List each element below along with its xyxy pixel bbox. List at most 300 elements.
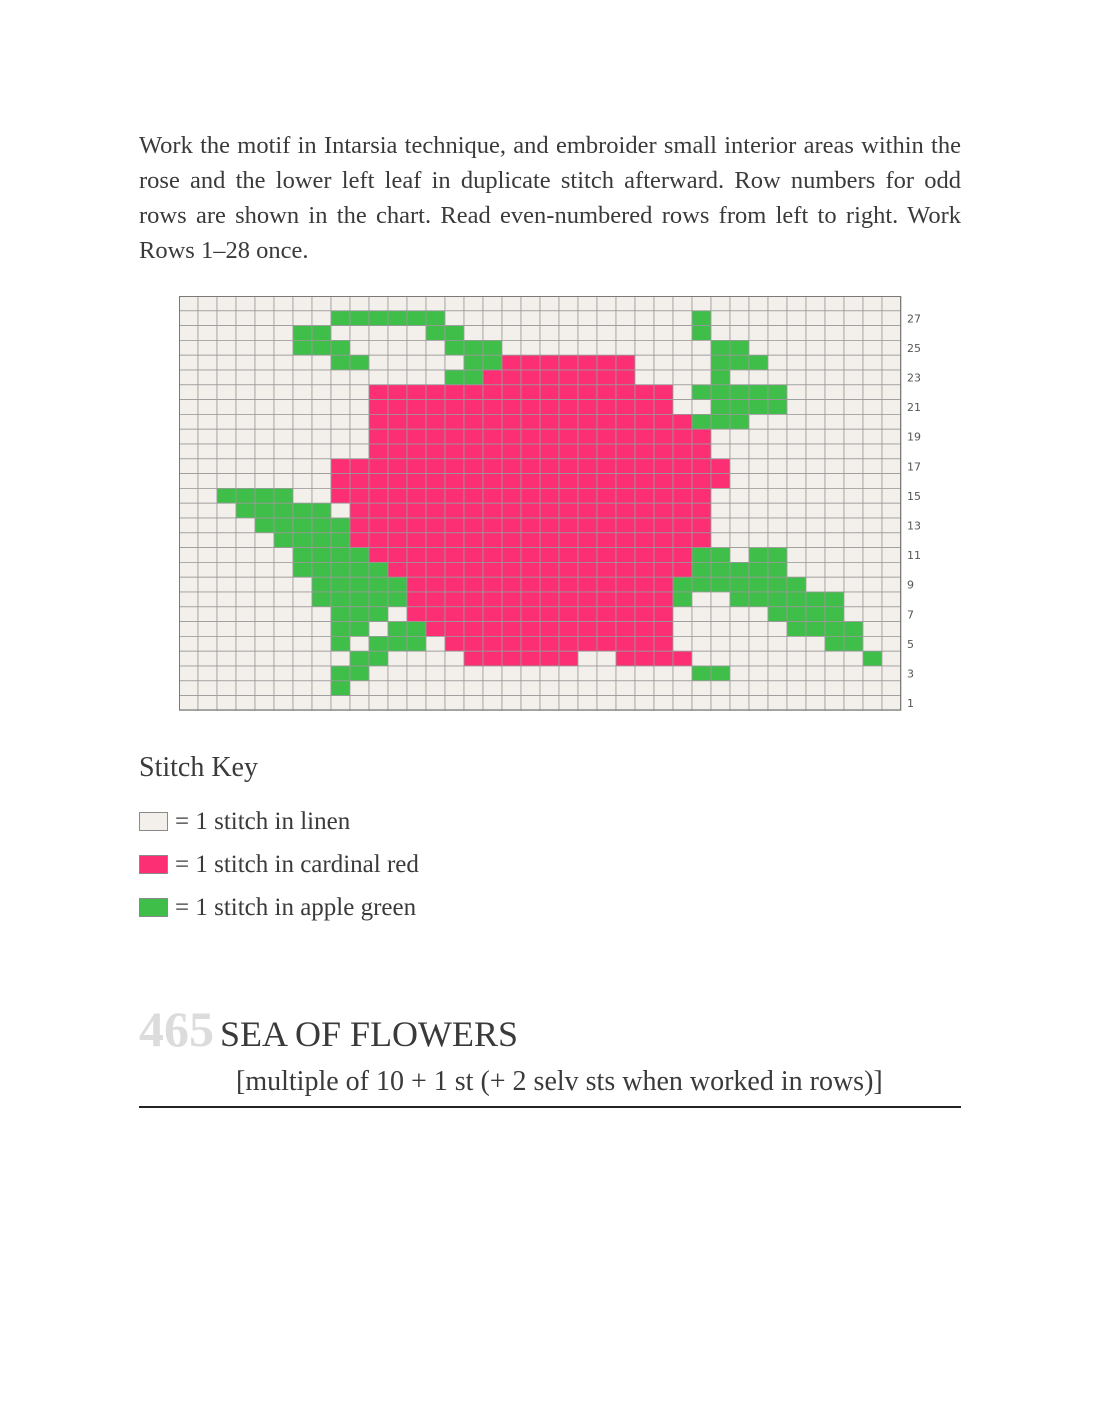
chart-cell-linen [217, 666, 236, 681]
chart-cell-red [502, 636, 521, 651]
chart-cell-red [521, 370, 540, 385]
chart-cell-linen [578, 311, 597, 326]
chart-cell-linen [825, 518, 844, 533]
chart-cell-red [540, 429, 559, 444]
chart-cell-linen [179, 385, 198, 400]
chart-cell-linen [502, 696, 521, 711]
chart-cell-linen [198, 636, 217, 651]
chart-cell-green [369, 592, 388, 607]
chart-cell-linen [179, 311, 198, 326]
chart-cell-red [559, 533, 578, 548]
chart-cell-red [559, 518, 578, 533]
chart-cell-red [483, 607, 502, 622]
chart-cell-linen [806, 296, 825, 311]
chart-cell-linen [825, 488, 844, 503]
chart-cell-red [445, 562, 464, 577]
chart-cell-linen [179, 681, 198, 696]
chart-cell-linen [521, 666, 540, 681]
chart-cell-linen [198, 562, 217, 577]
chart-cell-green [236, 503, 255, 518]
chart-cell-linen [236, 296, 255, 311]
chart-cell-linen [255, 533, 274, 548]
chart-cell-red [673, 414, 692, 429]
chart-cell-linen [882, 666, 901, 681]
chart-cell-linen [711, 533, 730, 548]
chart-cell-linen [768, 696, 787, 711]
chart-cell-linen [882, 326, 901, 341]
chart-cell-linen [730, 607, 749, 622]
chart-cell-linen [692, 651, 711, 666]
chart-cell-red [711, 474, 730, 489]
chart-cell-green [711, 385, 730, 400]
chart-cell-green [350, 592, 369, 607]
chart-cell-linen [806, 651, 825, 666]
chart-cell-linen [483, 311, 502, 326]
chart-cell-linen [407, 296, 426, 311]
chart-cell-linen [730, 488, 749, 503]
chart-cell-linen [882, 311, 901, 326]
chart-cell-linen [787, 474, 806, 489]
chart-cell-red [654, 503, 673, 518]
chart-cell-red [521, 400, 540, 415]
chart-cell-green [407, 311, 426, 326]
chart-svg [179, 296, 939, 712]
chart-cell-red [654, 488, 673, 503]
chart-cell-linen [654, 355, 673, 370]
chart-cell-linen [255, 414, 274, 429]
chart-cell-linen [217, 533, 236, 548]
chart-cell-linen [749, 503, 768, 518]
chart-cell-linen [787, 355, 806, 370]
chart-cell-linen [654, 296, 673, 311]
chart-cell-red [502, 548, 521, 563]
chart-cell-linen [217, 651, 236, 666]
chart-cell-green [730, 385, 749, 400]
chart-cell-linen [350, 370, 369, 385]
chart-cell-green [331, 340, 350, 355]
chart-cell-linen [730, 459, 749, 474]
chart-cell-linen [388, 696, 407, 711]
chart-cell-linen [787, 326, 806, 341]
chart-cell-red [388, 400, 407, 415]
chart-cell-linen [426, 681, 445, 696]
chart-cell-linen [198, 518, 217, 533]
chart-cell-linen [236, 696, 255, 711]
chart-cell-green [312, 562, 331, 577]
chart-cell-linen [806, 444, 825, 459]
chart-cell-red [521, 607, 540, 622]
chart-cell-linen [217, 592, 236, 607]
chart-cell-linen [768, 370, 787, 385]
chart-cell-linen [863, 385, 882, 400]
chart-cell-linen [863, 355, 882, 370]
chart-cell-green [331, 622, 350, 637]
chart-cell-red [559, 444, 578, 459]
chart-cell-linen [882, 296, 901, 311]
chart-cell-red [559, 429, 578, 444]
chart-cell-red [597, 414, 616, 429]
chart-cell-red [350, 459, 369, 474]
chart-cell-red [540, 370, 559, 385]
chart-cell-linen [521, 696, 540, 711]
chart-cell-linen [483, 681, 502, 696]
chart-cell-linen [255, 429, 274, 444]
chart-cell-red [654, 474, 673, 489]
chart-cell-linen [236, 370, 255, 385]
chart-cell-linen [293, 607, 312, 622]
chart-cell-linen [863, 296, 882, 311]
chart-cell-red [635, 651, 654, 666]
chart-cell-red [483, 562, 502, 577]
chart-cell-red [483, 651, 502, 666]
chart-cell-linen [635, 311, 654, 326]
chart-cell-linen [749, 296, 768, 311]
chart-cell-green [825, 592, 844, 607]
chart-cell-green [711, 340, 730, 355]
chart-cell-linen [730, 429, 749, 444]
chart-cell-linen [692, 400, 711, 415]
chart-cell-green [331, 533, 350, 548]
chart-cell-linen [806, 518, 825, 533]
chart-cell-green [692, 311, 711, 326]
chart-cell-red [426, 400, 445, 415]
chart-cell-green [844, 622, 863, 637]
chart-cell-linen [312, 370, 331, 385]
row-label-25: 25 [907, 341, 921, 355]
chart-cell-red [635, 518, 654, 533]
chart-cell-linen [844, 370, 863, 385]
chart-cell-red [616, 607, 635, 622]
chart-cell-red [464, 651, 483, 666]
chart-cell-linen [863, 562, 882, 577]
chart-cell-linen [578, 340, 597, 355]
chart-cell-green [274, 533, 293, 548]
chart-cell-linen [236, 681, 255, 696]
chart-cell-linen [711, 592, 730, 607]
chart-cell-red [521, 622, 540, 637]
chart-cell-linen [635, 666, 654, 681]
chart-cell-green [312, 326, 331, 341]
chart-cell-red [350, 474, 369, 489]
chart-cell-linen [730, 666, 749, 681]
chart-cell-red [464, 592, 483, 607]
chart-cell-linen [692, 607, 711, 622]
chart-cell-linen [331, 370, 350, 385]
chart-cell-linen [863, 311, 882, 326]
chart-cell-linen [236, 340, 255, 355]
chart-cell-linen [863, 488, 882, 503]
chart-cell-linen [882, 385, 901, 400]
chart-cell-green [331, 636, 350, 651]
chart-cell-linen [255, 326, 274, 341]
chart-cell-red [673, 651, 692, 666]
chart-cell-linen [578, 666, 597, 681]
chart-cell-red [616, 636, 635, 651]
chart-cell-red [464, 636, 483, 651]
chart-cell-red [483, 474, 502, 489]
chart-cell-red [388, 548, 407, 563]
chart-cell-red [483, 622, 502, 637]
chart-cell-linen [274, 340, 293, 355]
chart-cell-green [768, 548, 787, 563]
chart-cell-green [749, 548, 768, 563]
chart-cell-red [464, 474, 483, 489]
chart-cell-linen [711, 622, 730, 637]
chart-cell-red [597, 503, 616, 518]
chart-cell-linen [274, 355, 293, 370]
stitch-key-label-cardinal-red: = 1 stitch in cardinal red [175, 850, 419, 878]
chart-cell-linen [274, 326, 293, 341]
chart-cell-red [692, 429, 711, 444]
chart-cell-linen [331, 296, 350, 311]
chart-cell-red [369, 429, 388, 444]
chart-cell-linen [863, 666, 882, 681]
chart-cell-linen [749, 622, 768, 637]
chart-cell-linen [844, 459, 863, 474]
chart-cell-linen [293, 370, 312, 385]
chart-cell-green [293, 548, 312, 563]
chart-cell-red [445, 503, 464, 518]
stitch-key-label-linen: = 1 stitch in linen [175, 807, 351, 835]
chart-cell-green [312, 577, 331, 592]
chart-cell-red [616, 651, 635, 666]
chart-cell-linen [711, 636, 730, 651]
chart-cell-red [464, 444, 483, 459]
chart-cell-green [692, 385, 711, 400]
chart-cell-linen [787, 414, 806, 429]
chart-cell-green [787, 607, 806, 622]
chart-cell-linen [350, 340, 369, 355]
chart-cell-green [331, 681, 350, 696]
chart-cell-red [616, 474, 635, 489]
chart-cell-red [540, 400, 559, 415]
chart-cell-linen [787, 370, 806, 385]
chart-cell-linen [179, 666, 198, 681]
chart-cell-linen [274, 681, 293, 696]
chart-cell-linen [863, 577, 882, 592]
chart-cell-linen [882, 459, 901, 474]
chart-cell-red [369, 518, 388, 533]
chart-cell-red [407, 607, 426, 622]
chart-cell-linen [673, 696, 692, 711]
chart-cell-red [388, 488, 407, 503]
chart-cell-linen [882, 577, 901, 592]
row-label-9: 9 [907, 578, 914, 592]
chart-cell-linen [312, 681, 331, 696]
chart-cell-linen [882, 533, 901, 548]
chart-cell-red [578, 370, 597, 385]
chart-cell-linen [198, 414, 217, 429]
chart-cell-red [578, 577, 597, 592]
chart-cell-red [502, 503, 521, 518]
chart-cell-green [844, 636, 863, 651]
chart-cell-linen [236, 400, 255, 415]
chart-cell-linen [236, 651, 255, 666]
chart-cell-linen [654, 311, 673, 326]
chart-cell-linen [255, 311, 274, 326]
pattern-number: 465 [139, 1001, 214, 1057]
chart-cell-linen [825, 311, 844, 326]
chart-cell-red [616, 577, 635, 592]
chart-cell-linen [692, 370, 711, 385]
chart-cell-green [388, 577, 407, 592]
chart-cell-linen [768, 681, 787, 696]
chart-cell-red [692, 444, 711, 459]
chart-cell-linen [236, 577, 255, 592]
chart-cell-linen [255, 681, 274, 696]
chart-cell-linen [768, 651, 787, 666]
chart-cell-linen [198, 488, 217, 503]
chart-cell-linen [502, 681, 521, 696]
chart-cell-green [426, 326, 445, 341]
chart-cell-linen [388, 370, 407, 385]
chart-cell-linen [255, 651, 274, 666]
chart-cell-linen [312, 474, 331, 489]
chart-cell-linen [825, 681, 844, 696]
chart-cell-red [635, 474, 654, 489]
chart-cell-linen [635, 696, 654, 711]
chart-cell-red [464, 622, 483, 637]
chart-cell-linen [369, 681, 388, 696]
chart-cell-red [673, 533, 692, 548]
chart-cell-linen [445, 311, 464, 326]
chart-cell-linen [198, 385, 217, 400]
chart-cell-linen [293, 651, 312, 666]
chart-cell-linen [331, 429, 350, 444]
chart-cell-red [635, 548, 654, 563]
chart-cell-linen [654, 340, 673, 355]
chart-cell-linen [407, 666, 426, 681]
chart-cell-red [597, 636, 616, 651]
chart-cell-linen [312, 488, 331, 503]
row-label-5: 5 [907, 637, 914, 651]
chart-cell-red [616, 548, 635, 563]
chart-cell-linen [179, 340, 198, 355]
chart-cell-red [616, 592, 635, 607]
chart-cell-linen [806, 311, 825, 326]
row-label-11: 11 [907, 549, 921, 563]
chart-cell-linen [749, 651, 768, 666]
chart-cell-red [578, 503, 597, 518]
stitch-key-item-apple-green [139, 886, 419, 929]
chart-cell-red [540, 562, 559, 577]
chart-cell-red [540, 414, 559, 429]
chart-cell-linen [312, 459, 331, 474]
chart-cell-linen [806, 696, 825, 711]
chart-cell-linen [407, 696, 426, 711]
chart-cell-red [502, 370, 521, 385]
chart-cell-green [692, 562, 711, 577]
chart-cell-linen [806, 326, 825, 341]
row-label-1: 1 [907, 697, 914, 711]
chart-cell-linen [730, 518, 749, 533]
chart-cell-green [388, 592, 407, 607]
chart-cell-linen [825, 696, 844, 711]
chart-cell-linen [540, 296, 559, 311]
chart-cell-linen [844, 488, 863, 503]
chart-cell-red [502, 562, 521, 577]
chart-cell-linen [806, 577, 825, 592]
chart-cell-green [749, 562, 768, 577]
chart-cell-linen [711, 311, 730, 326]
chart-cell-red [616, 518, 635, 533]
chart-cell-linen [825, 577, 844, 592]
chart-cell-linen [369, 666, 388, 681]
chart-cell-linen [768, 326, 787, 341]
chart-cell-red [597, 518, 616, 533]
chart-cell-green [825, 636, 844, 651]
chart-cell-red [559, 548, 578, 563]
chart-cell-green [369, 607, 388, 622]
chart-cell-red [483, 429, 502, 444]
chart-cell-linen [844, 355, 863, 370]
stitch-key-item-linen [139, 800, 419, 843]
chart-cell-green [350, 562, 369, 577]
chart-cell-red [502, 385, 521, 400]
chart-cell-green [692, 577, 711, 592]
chart-cell-linen [597, 651, 616, 666]
chart-cell-red [578, 474, 597, 489]
chart-cell-linen [597, 296, 616, 311]
chart-cell-linen [806, 429, 825, 444]
chart-cell-green [749, 577, 768, 592]
chart-cell-red [407, 400, 426, 415]
chart-cell-green [369, 562, 388, 577]
chart-cell-red [540, 518, 559, 533]
chart-cell-linen [179, 429, 198, 444]
chart-cell-green [293, 326, 312, 341]
chart-cell-red [597, 400, 616, 415]
chart-cell-linen [198, 340, 217, 355]
chart-cell-linen [179, 444, 198, 459]
chart-cell-red [426, 548, 445, 563]
chart-cell-linen [274, 400, 293, 415]
chart-cell-linen [217, 622, 236, 637]
chart-cell-linen [179, 370, 198, 385]
chart-cell-linen [198, 459, 217, 474]
chart-cell-linen [863, 326, 882, 341]
chart-cell-red [616, 459, 635, 474]
chart-cell-red [597, 607, 616, 622]
chart-cell-linen [863, 636, 882, 651]
chart-cell-green [331, 562, 350, 577]
chart-cell-linen [369, 326, 388, 341]
chart-cell-linen [179, 636, 198, 651]
chart-cell-linen [692, 681, 711, 696]
chart-cell-red [426, 562, 445, 577]
chart-cell-green [274, 488, 293, 503]
chart-cell-linen [312, 429, 331, 444]
chart-cell-linen [407, 326, 426, 341]
chart-cell-red [559, 370, 578, 385]
chart-cell-linen [236, 562, 255, 577]
chart-cell-red [654, 518, 673, 533]
chart-cell-linen [312, 400, 331, 415]
chart-cell-linen [217, 562, 236, 577]
chart-cell-linen [198, 533, 217, 548]
chart-cell-linen [179, 548, 198, 563]
chart-cell-red [388, 562, 407, 577]
chart-cell-linen [274, 548, 293, 563]
chart-cell-green [711, 666, 730, 681]
row-label-3: 3 [907, 667, 914, 681]
chart-cell-green [369, 651, 388, 666]
chart-cell-linen [825, 474, 844, 489]
chart-cell-linen [274, 622, 293, 637]
chart-cell-linen [464, 311, 483, 326]
chart-cell-red [635, 400, 654, 415]
chart-cell-red [692, 533, 711, 548]
